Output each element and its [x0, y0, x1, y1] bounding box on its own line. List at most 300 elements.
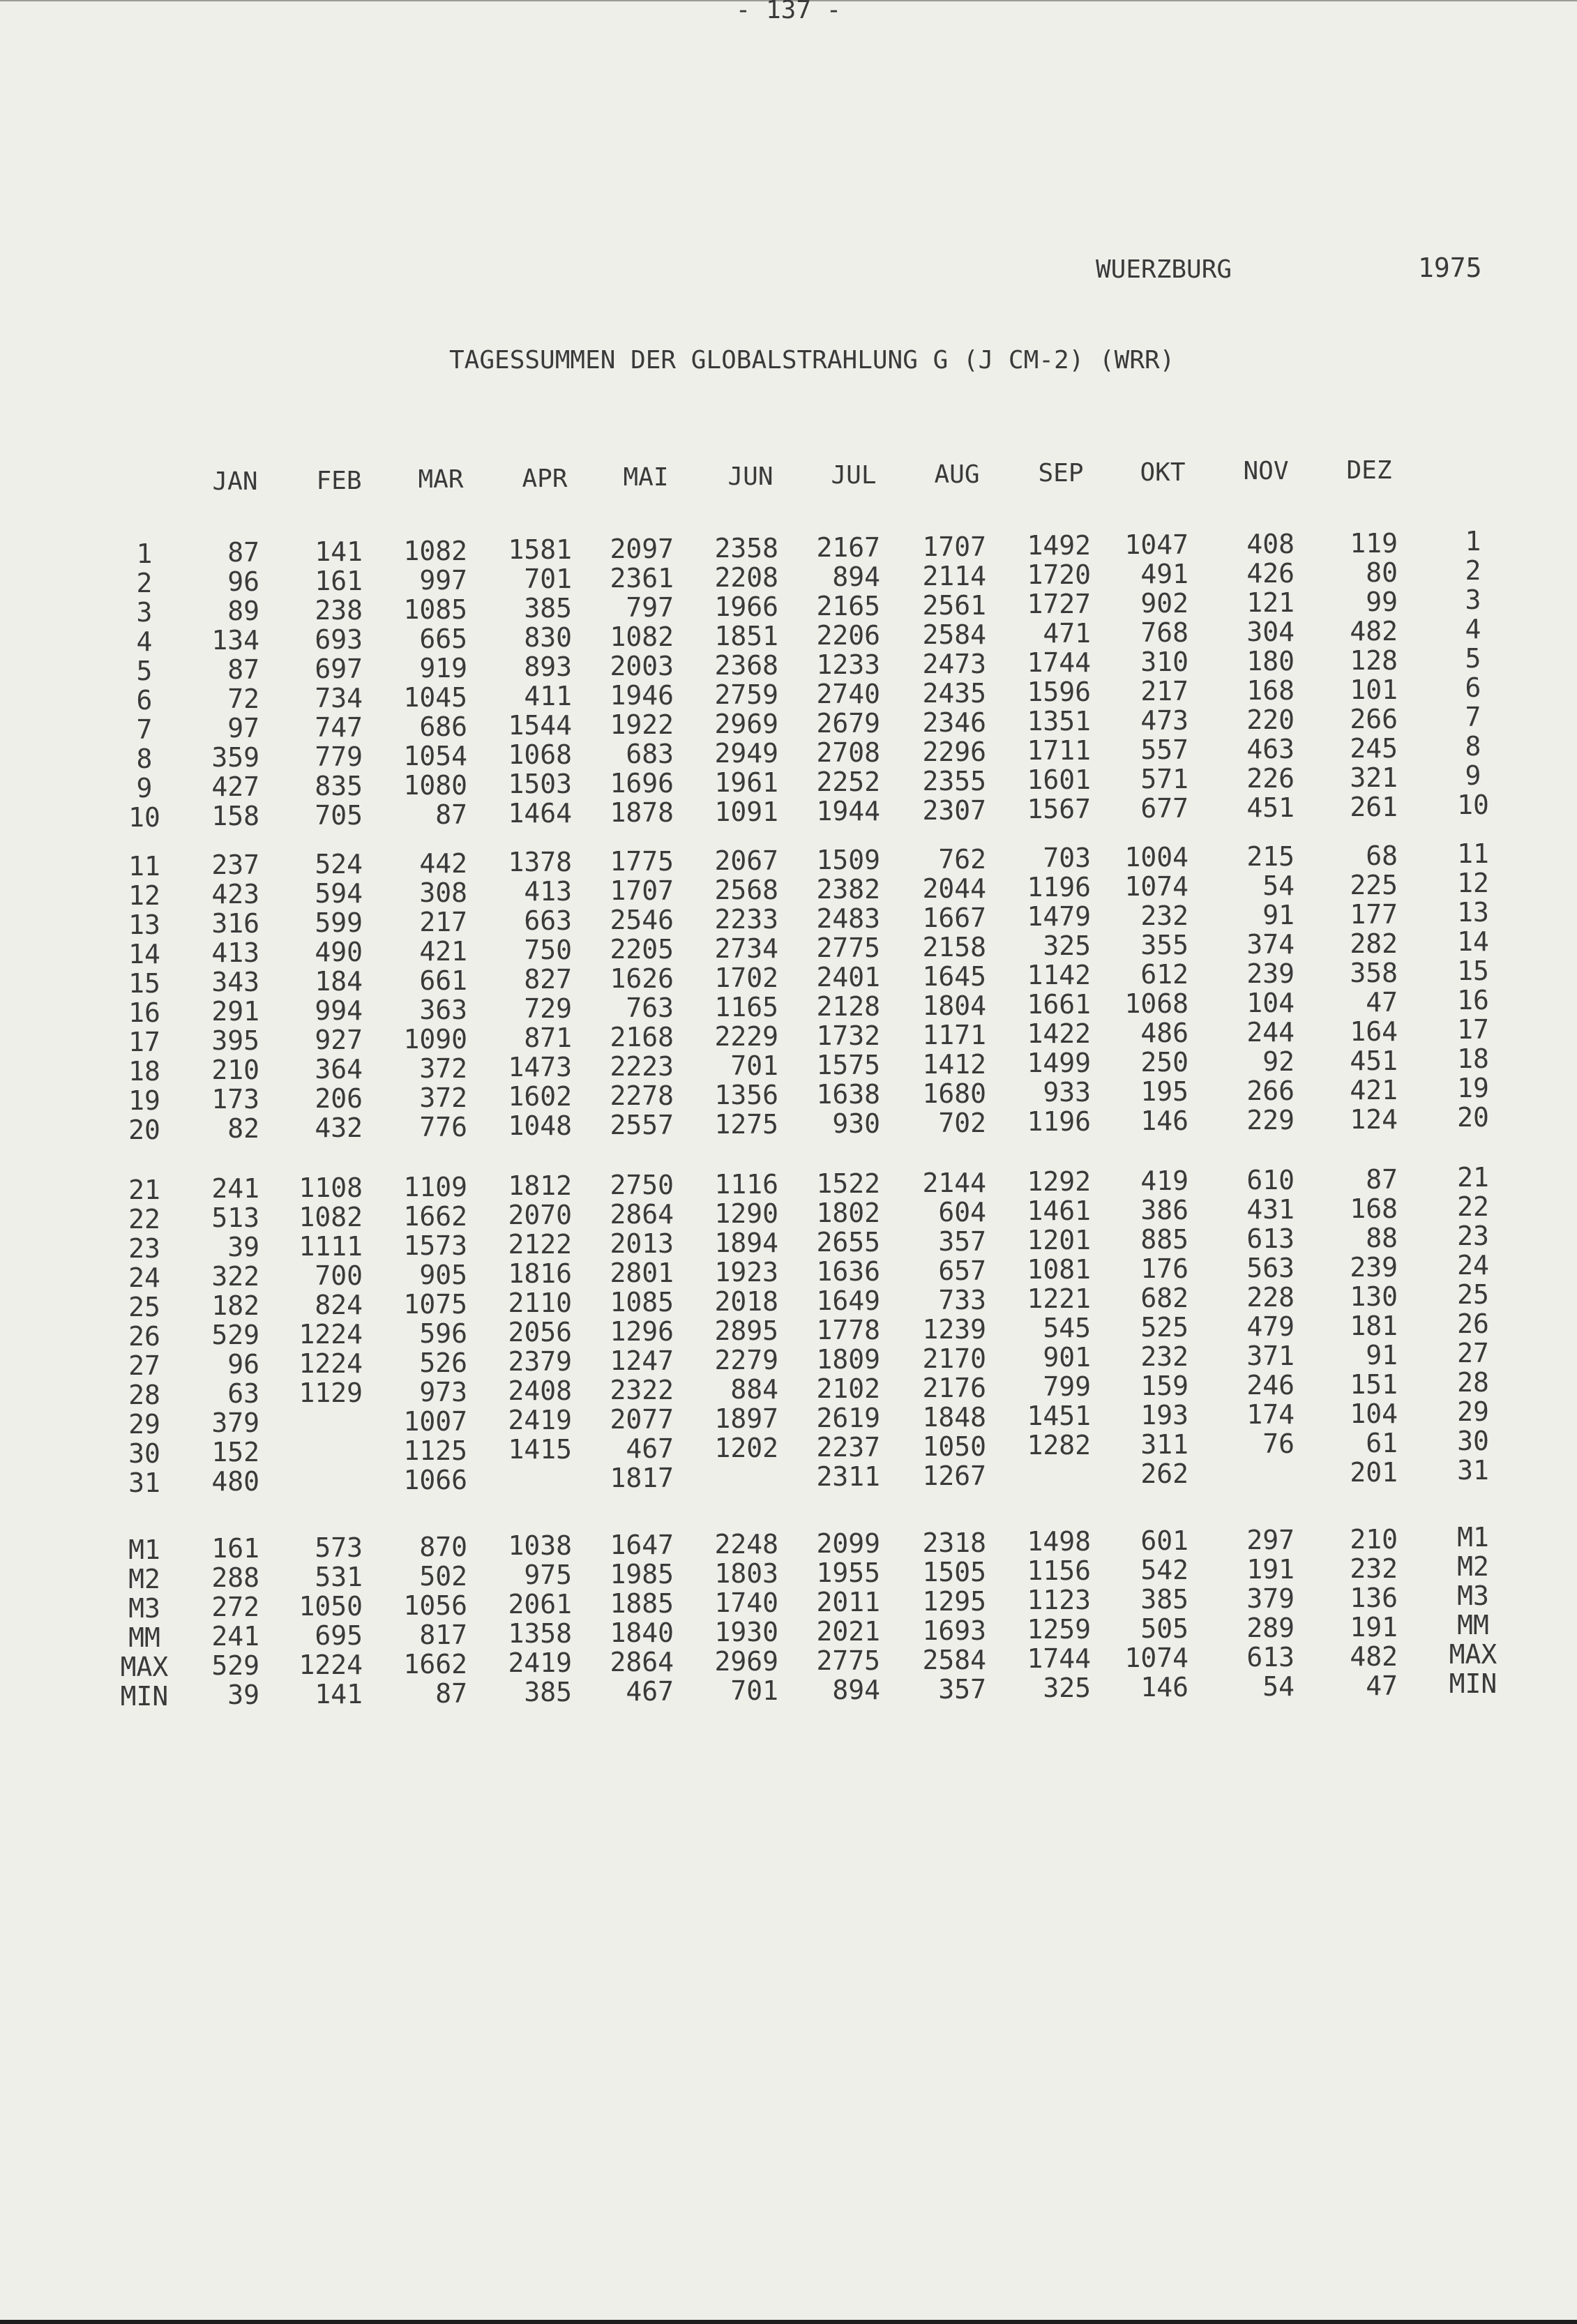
table-cell: 612	[1140, 959, 1189, 990]
summary-row-label-right: M1	[1457, 1522, 1489, 1553]
table-cell: 1045	[403, 681, 467, 713]
table-cell: 1156	[1027, 1555, 1091, 1587]
day-row-label-right: 17	[1457, 1014, 1489, 1045]
table-cell: 121	[1246, 587, 1295, 618]
table-cell: 1116	[714, 1169, 778, 1200]
day-row-label-left: 1	[136, 538, 153, 569]
table-cell: 225	[1350, 869, 1398, 900]
table-cell: 1296	[610, 1316, 674, 1348]
table-cell: 2099	[816, 1527, 880, 1559]
table-cell: 594	[315, 877, 363, 909]
table-cell: 1048	[508, 1110, 572, 1142]
table-cell: 1649	[816, 1285, 880, 1316]
table-cell: 467	[626, 1676, 674, 1707]
table-cell: 2775	[816, 932, 880, 963]
table-cell: 311	[1140, 1429, 1189, 1461]
table-cell: 217	[419, 906, 467, 937]
day-row-label-right: 29	[1457, 1396, 1489, 1427]
table-cell: 363	[419, 994, 467, 1025]
table-cell: 2248	[714, 1529, 778, 1560]
table-cell: 136	[1350, 1582, 1398, 1613]
table-cell: 1267	[922, 1460, 986, 1491]
table-cell: 310	[1140, 647, 1189, 678]
table-cell: 1897	[714, 1403, 778, 1434]
table-cell: 824	[315, 1289, 363, 1320]
table-cell: 182	[211, 1290, 259, 1321]
table-cell: 220	[1246, 704, 1295, 735]
table-cell: 1171	[922, 1019, 986, 1050]
table-cell: 82	[227, 1113, 259, 1144]
table-cell: 797	[626, 592, 674, 624]
table-cell: 529	[211, 1650, 259, 1681]
day-row-label-right: 12	[1457, 868, 1489, 898]
table-cell: 779	[315, 741, 363, 772]
day-row-label-left: 25	[128, 1292, 160, 1322]
table-cell: 697	[315, 653, 363, 684]
table-cell: 2061	[508, 1589, 572, 1620]
day-row-label-right: 13	[1457, 897, 1489, 928]
table-cell: 1129	[299, 1377, 363, 1408]
table-cell: 232	[1350, 1553, 1398, 1584]
table-cell: 1636	[816, 1255, 880, 1287]
table-cell: 2969	[714, 1646, 778, 1677]
table-cell: 975	[524, 1560, 572, 1591]
table-cell: 973	[419, 1376, 467, 1408]
table-cell: 835	[315, 770, 363, 801]
table-cell: 2170	[922, 1343, 986, 1374]
table-cell: 2346	[922, 707, 986, 738]
table-cell: 531	[315, 1561, 363, 1592]
table-cell: 1202	[714, 1433, 778, 1463]
table-cell: 245	[1350, 732, 1398, 764]
table-cell: 1247	[610, 1345, 674, 1377]
table-cell: 308	[419, 877, 467, 908]
table-cell: 1955	[816, 1557, 880, 1588]
table-cell: 1626	[610, 963, 674, 995]
table-cell: 104	[1350, 1398, 1398, 1429]
day-row-label-left: 3	[136, 597, 153, 628]
table-cell: 1696	[610, 768, 674, 799]
table-cell: 695	[315, 1620, 363, 1651]
table-cell: 693	[315, 624, 363, 655]
table-cell: 2122	[508, 1229, 572, 1260]
day-row-label-left: 10	[128, 802, 160, 833]
table-cell: 39	[227, 1232, 259, 1262]
table-cell: 1803	[714, 1558, 778, 1589]
table-cell: 2158	[922, 931, 986, 963]
table-cell: 1596	[1027, 677, 1091, 708]
table-cell: 830	[524, 622, 572, 654]
table-cell: 239	[1350, 1251, 1398, 1283]
table-cell: 2864	[610, 1199, 674, 1230]
table-cell: 87	[435, 799, 467, 830]
table-cell: 1647	[610, 1530, 674, 1561]
table-cell: 343	[211, 967, 259, 997]
table-cell: 262	[1140, 1458, 1189, 1490]
table-cell: 176	[1140, 1253, 1189, 1285]
table-cell: 1707	[610, 875, 674, 907]
table-cell: 885	[1140, 1224, 1189, 1255]
table-cell: 2114	[922, 560, 986, 591]
table-cell: 2355	[922, 765, 986, 797]
table-cell: 701	[524, 564, 572, 595]
table-cell: 158	[211, 801, 259, 831]
table-cell: 2740	[816, 678, 880, 709]
day-row-label-left: 29	[128, 1409, 160, 1440]
table-cell: 2561	[922, 589, 986, 621]
table-cell: 371	[1246, 1341, 1295, 1371]
table-cell: 762	[938, 843, 986, 875]
table-cell: 1451	[1027, 1401, 1091, 1432]
table-cell: 1068	[508, 739, 572, 771]
table-cell: 2775	[816, 1645, 880, 1676]
table-cell: 480	[211, 1466, 259, 1497]
day-row-label-left: 2	[136, 568, 153, 598]
table-cell: 419	[1140, 1165, 1189, 1197]
table-cell: 168	[1246, 675, 1295, 706]
table-cell: 1638	[816, 1078, 880, 1110]
table-cell: 2102	[816, 1373, 880, 1404]
table-cell: 571	[1140, 764, 1189, 795]
table-cell: 54	[1262, 1671, 1295, 1702]
summary-row-label-left: MIN	[120, 1681, 169, 1712]
table-cell: 2949	[714, 738, 778, 769]
table-cell: 164	[1350, 1016, 1398, 1047]
summary-row-label-right: MM	[1457, 1610, 1489, 1640]
table-cell: 427	[211, 771, 259, 802]
summary-row-label-right: MAX	[1449, 1639, 1497, 1670]
table-cell: 321	[1350, 762, 1398, 793]
table-cell: 1778	[816, 1314, 880, 1345]
table-cell: 2584	[922, 619, 986, 650]
day-row-label-left: 6	[136, 685, 153, 716]
table-cell: 451	[1350, 1045, 1398, 1076]
table-cell: 146	[1140, 1106, 1189, 1137]
table-cell: 1461	[1027, 1195, 1091, 1227]
table-cell: 1275	[714, 1109, 778, 1140]
day-row-label-left: 14	[128, 939, 160, 969]
table-cell: 1744	[1027, 1643, 1091, 1675]
month-header-mai: MAI	[623, 463, 669, 492]
table-cell: 1499	[1027, 1048, 1091, 1079]
table-cell: 386	[1140, 1195, 1189, 1226]
table-cell: 677	[1140, 793, 1189, 824]
month-header-feb: FEB	[316, 466, 362, 495]
day-row-label-left: 12	[128, 880, 160, 911]
summary-row-label-left: M3	[128, 1593, 160, 1624]
table-cell: 134	[211, 625, 259, 656]
table-cell: 604	[938, 1196, 986, 1228]
table-cell: 141	[315, 536, 363, 567]
table-cell: 355	[1140, 930, 1189, 961]
table-cell: 325	[1043, 1673, 1091, 1704]
table-cell: 152	[211, 1437, 259, 1467]
table-cell: 177	[1350, 898, 1398, 930]
day-row-label-left: 26	[128, 1321, 160, 1352]
day-row-label-right: 19	[1457, 1073, 1489, 1103]
table-cell: 316	[211, 908, 259, 939]
table-cell: 1581	[508, 534, 572, 566]
table-cell: 573	[315, 1532, 363, 1563]
table-cell: 1233	[816, 649, 880, 680]
table-cell: 159	[1140, 1371, 1189, 1402]
table-cell: 1492	[1027, 530, 1091, 561]
table-cell: 1922	[610, 709, 674, 741]
table-cell: 92	[1262, 1046, 1295, 1077]
table-cell: 1509	[816, 844, 880, 875]
table-cell: 1601	[1027, 764, 1091, 796]
table-cell: 358	[1350, 957, 1398, 988]
table-cell: 702	[938, 1107, 986, 1138]
table-cell: 1292	[1027, 1166, 1091, 1198]
day-row-label-left: 8	[136, 744, 153, 774]
table-cell: 408	[1246, 529, 1295, 559]
table-cell: 61	[1366, 1427, 1398, 1458]
table-cell: 905	[419, 1259, 467, 1290]
table-cell: 1091	[714, 797, 778, 827]
table-cell: 2252	[816, 766, 880, 797]
table-cell: 994	[315, 995, 363, 1026]
table-cell: 1050	[299, 1590, 363, 1622]
table-cell: 1720	[1027, 559, 1091, 591]
table-cell: 1085	[403, 594, 467, 625]
table-cell: 379	[211, 1408, 259, 1438]
table-cell: 901	[1043, 1342, 1091, 1373]
table-cell: 289	[1246, 1613, 1295, 1643]
table-cell: 1074	[1124, 871, 1189, 903]
table-cell: 1740	[714, 1587, 778, 1618]
table-title: TAGESSUMMEN DER GLOBALSTRAHLUNG G (J CM-2) (WRR)	[449, 346, 1175, 375]
table-cell: 776	[419, 1111, 467, 1142]
table-cell: 1004	[1124, 842, 1189, 873]
table-cell: 1295	[922, 1585, 986, 1617]
table-cell: 919	[419, 652, 467, 684]
day-row-label-right: 27	[1457, 1338, 1489, 1368]
table-cell: 2584	[922, 1644, 986, 1675]
day-row-label-right: 22	[1457, 1191, 1489, 1222]
day-row-label-right: 25	[1457, 1279, 1489, 1310]
table-cell: 357	[938, 1673, 986, 1705]
table-cell: 663	[524, 905, 572, 937]
table-cell: 1479	[1027, 901, 1091, 933]
table-cell: 1602	[508, 1081, 572, 1112]
table-cell: 1239	[922, 1313, 986, 1345]
day-row-label-left: 23	[128, 1233, 160, 1264]
table-cell: 463	[1246, 734, 1295, 764]
table-cell: 700	[315, 1260, 363, 1291]
table-cell: 372	[419, 1052, 467, 1084]
table-cell: 686	[419, 711, 467, 742]
table-cell: 2679	[816, 707, 880, 739]
table-cell: 1066	[403, 1464, 467, 1495]
table-cell: 1817	[610, 1463, 674, 1494]
table-cell: 525	[1140, 1312, 1189, 1343]
table-cell: 1732	[816, 1020, 880, 1051]
table-cell: 701	[730, 1050, 778, 1081]
table-cell: 1224	[299, 1649, 363, 1680]
table-cell: 827	[524, 964, 572, 995]
table-cell: 374	[1246, 929, 1295, 960]
table-cell: 1422	[1027, 1018, 1091, 1050]
table-cell: 39	[227, 1680, 259, 1710]
table-cell: 195	[1140, 1076, 1189, 1108]
month-header-dez: DEZ	[1346, 455, 1392, 485]
table-cell: 288	[211, 1562, 259, 1593]
table-cell: 87	[435, 1677, 467, 1709]
table-cell: 1923	[714, 1257, 778, 1288]
table-cell: 426	[1246, 558, 1295, 589]
table-cell: 871	[524, 1023, 572, 1054]
table-cell: 2318	[922, 1527, 986, 1558]
table-cell: 2546	[610, 905, 674, 936]
table-cell: 927	[315, 1024, 363, 1055]
table-cell: 1056	[403, 1590, 467, 1621]
day-row-label-left: 17	[128, 1027, 160, 1057]
table-cell: 206	[315, 1082, 363, 1114]
table-cell: 2144	[922, 1167, 986, 1198]
table-cell: 1111	[299, 1230, 363, 1262]
day-row-label-left: 18	[128, 1056, 160, 1087]
table-cell: 2379	[508, 1346, 572, 1378]
table-cell: 91	[1262, 900, 1295, 930]
table-cell: 359	[211, 742, 259, 773]
table-cell: 2568	[714, 875, 778, 905]
day-row-label-left: 13	[128, 910, 160, 940]
table-cell: 894	[832, 1674, 880, 1705]
table-cell: 1090	[403, 1023, 467, 1055]
table-cell: 870	[419, 1531, 467, 1562]
table-cell: 411	[524, 681, 572, 712]
table-cell: 364	[315, 1053, 363, 1085]
day-row-label-right: 7	[1465, 702, 1481, 732]
table-cell: 902	[1140, 588, 1189, 619]
table-cell: 1473	[508, 1052, 572, 1083]
table-cell: 91	[1366, 1339, 1398, 1371]
table-cell: 229	[1246, 1105, 1295, 1135]
table-cell: 1645	[922, 960, 986, 992]
table-cell: 210	[211, 1055, 259, 1085]
month-header-jun: JUN	[727, 462, 774, 491]
table-cell: 2176	[922, 1372, 986, 1403]
summary-row-label-left: MAX	[120, 1652, 169, 1682]
table-cell: 1196	[1027, 1106, 1091, 1138]
summary-row-label-right: M2	[1457, 1551, 1489, 1582]
station-name: WUERZBURG	[1096, 255, 1232, 284]
table-cell: 613	[1246, 1642, 1295, 1673]
table-cell: 701	[730, 1675, 778, 1706]
day-row-label-left: 24	[128, 1262, 160, 1293]
table-cell: 431	[1246, 1194, 1295, 1225]
table-cell: 101	[1350, 674, 1398, 705]
table-cell: 2229	[714, 1021, 778, 1052]
table-cell: 322	[211, 1261, 259, 1292]
table-cell: 2419	[508, 1647, 572, 1679]
table-cell: 76	[1262, 1428, 1295, 1459]
table-cell: 193	[1140, 1400, 1189, 1431]
table-cell: 2278	[610, 1080, 674, 1112]
table-cell: 1840	[610, 1617, 674, 1649]
table-cell: 2969	[714, 709, 778, 739]
table-cell: 479	[1246, 1311, 1295, 1342]
table-cell: 2895	[714, 1315, 778, 1346]
table-cell: 1662	[403, 1648, 467, 1680]
day-row-label-left: 16	[128, 997, 160, 1028]
table-cell: 413	[211, 937, 259, 968]
table-cell: 2307	[922, 794, 986, 826]
table-cell: 1816	[508, 1258, 572, 1290]
table-cell: 2110	[508, 1288, 572, 1319]
day-row-label-left: 15	[128, 968, 160, 999]
table-cell: 413	[524, 876, 572, 907]
table-cell: 232	[1140, 1341, 1189, 1373]
table-cell: 1259	[1027, 1614, 1091, 1645]
table-cell: 266	[1246, 1076, 1295, 1106]
table-cell: 2750	[610, 1170, 674, 1201]
table-cell: 2368	[714, 650, 778, 681]
table-cell: 181	[1350, 1310, 1398, 1341]
year: 1975	[1418, 252, 1482, 283]
table-cell: 768	[1140, 617, 1189, 649]
table-cell: 1464	[508, 798, 572, 829]
table-cell: 2056	[508, 1317, 572, 1348]
table-cell: 226	[1246, 763, 1295, 794]
table-cell: 2167	[816, 531, 880, 563]
table-cell: 1505	[922, 1556, 986, 1587]
day-row-label-left: 31	[128, 1467, 160, 1498]
day-row-label-right: 26	[1457, 1308, 1489, 1339]
table-cell: 1812	[508, 1170, 572, 1202]
table-cell: 1196	[1027, 872, 1091, 903]
page-number: - 137 -	[735, 0, 842, 24]
table-cell: 2279	[714, 1345, 778, 1375]
month-header-sep: SEP	[1038, 459, 1084, 488]
table-cell: 161	[211, 1533, 259, 1564]
table-cell: 104	[1246, 988, 1295, 1018]
day-row-label-left: 19	[128, 1085, 160, 1116]
table-cell: 1085	[610, 1287, 674, 1318]
table-cell: 596	[419, 1318, 467, 1349]
month-header-aug: AUG	[934, 460, 980, 489]
table-cell: 99	[1366, 586, 1398, 617]
day-row-label-right: 8	[1465, 731, 1481, 762]
table-cell: 1707	[922, 531, 986, 562]
day-row-label-right: 1	[1465, 526, 1481, 557]
table-cell: 1573	[403, 1230, 467, 1261]
table-cell: 2223	[610, 1051, 674, 1082]
table-cell: 526	[419, 1347, 467, 1378]
table-cell: 1661	[1027, 989, 1091, 1020]
table-cell: 1885	[610, 1588, 674, 1620]
table-cell: 2168	[610, 1022, 674, 1053]
table-cell: 2208	[714, 562, 778, 593]
table-cell: 87	[227, 654, 259, 685]
table-cell: 1081	[1027, 1254, 1091, 1285]
table-cell: 1108	[299, 1172, 363, 1203]
table-cell: 215	[1246, 841, 1295, 872]
table-cell: 2233	[714, 904, 778, 935]
table-cell: 180	[1246, 646, 1295, 677]
table-cell: 421	[1350, 1074, 1398, 1106]
day-row-label-left: 5	[136, 656, 153, 686]
table-cell: 1946	[610, 680, 674, 711]
table-cell: 246	[1246, 1370, 1295, 1401]
table-cell: 1961	[714, 767, 778, 798]
table-cell: 238	[315, 594, 363, 626]
table-cell: 128	[1350, 644, 1398, 676]
day-row-label-right: 24	[1457, 1250, 1489, 1281]
day-row-label-right: 21	[1457, 1162, 1489, 1193]
table-cell: 228	[1246, 1282, 1295, 1313]
